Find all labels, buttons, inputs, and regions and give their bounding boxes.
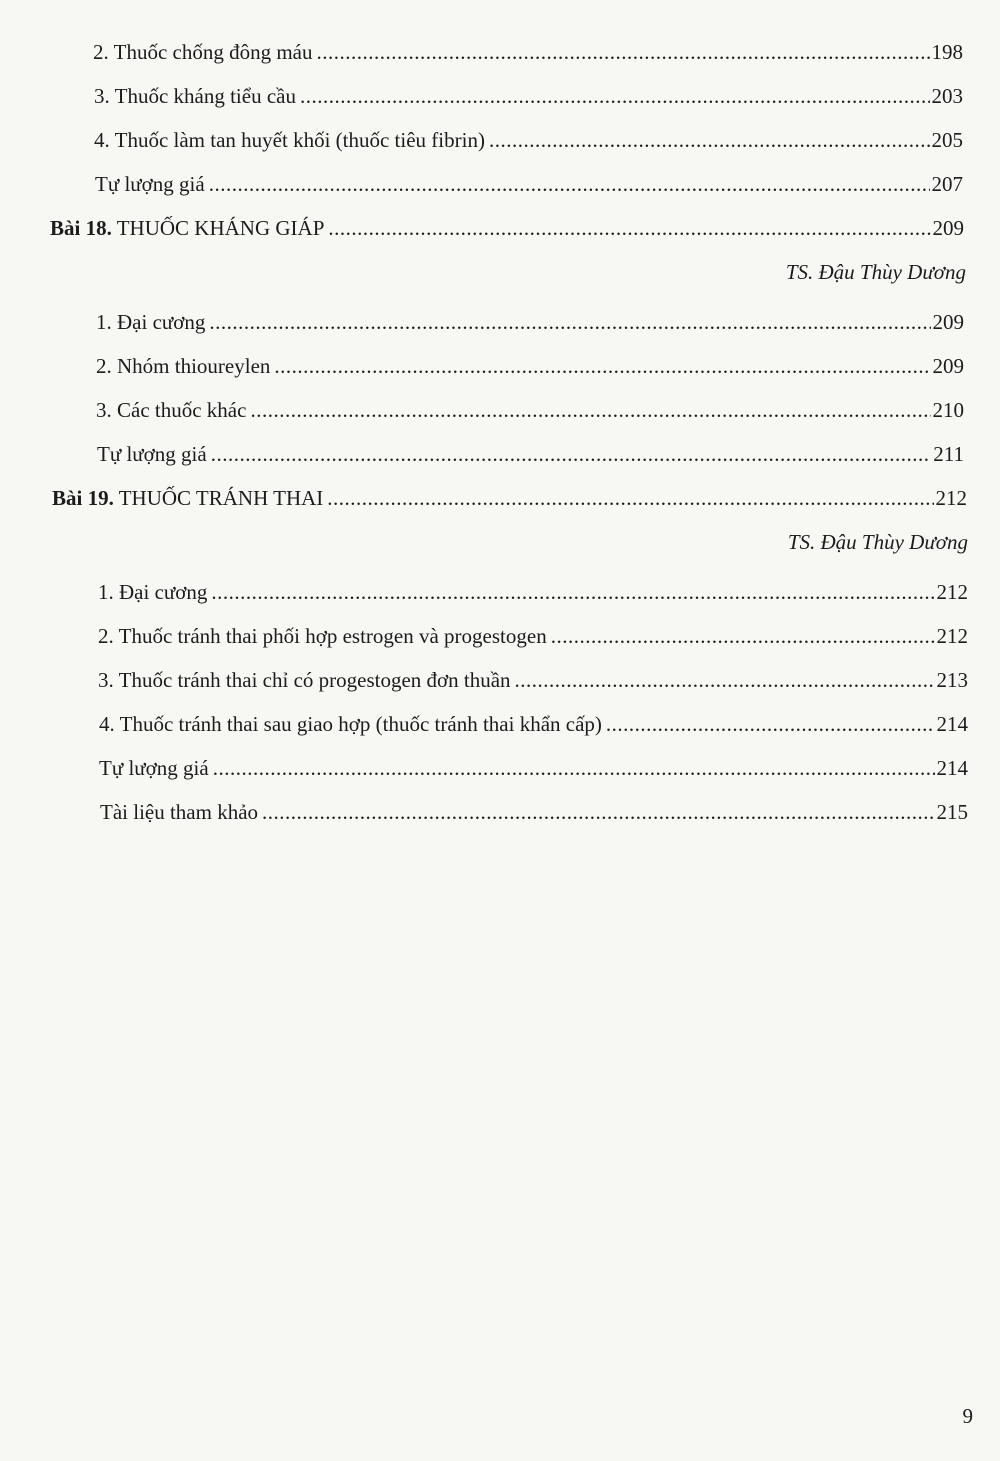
dot-leader: [327, 484, 933, 512]
lesson-page: 209: [932, 216, 964, 240]
dot-leader: [551, 622, 935, 650]
toc-entry: [94, 126, 963, 154]
toc-entry-label: 4. Thuốc tránh thai sau giao hợp (thuốc tránh thai khẩn cấp): [99, 712, 602, 736]
toc-entry-page: 215: [936, 800, 968, 824]
dot-leader: [328, 214, 930, 242]
toc-entry-page: 203: [931, 84, 963, 108]
dot-leader: [489, 126, 930, 154]
dot-leader: [209, 308, 930, 336]
toc-entry-page: 214: [936, 712, 968, 736]
toc-entry-page: 207: [931, 172, 963, 196]
toc-entry-label: 2. Nhóm thioureylen: [96, 354, 271, 378]
toc-entry-label: 4. Thuốc làm tan huyết khối (thuốc tiêu fibrin): [94, 128, 485, 152]
lesson-page: 212: [935, 486, 967, 510]
toc-entry-label: 2. Thuốc tránh thai phối hợp estrogen và progestogen: [98, 624, 547, 648]
dot-leader: [317, 38, 930, 66]
toc-entry-label: Tự lượng giá: [95, 172, 205, 196]
toc-entry: [99, 710, 968, 738]
toc-entry: [96, 396, 964, 424]
toc-entry: [94, 82, 963, 110]
lesson-title: THUỐC KHÁNG GIÁP: [116, 216, 325, 240]
toc-entry-page: 210: [932, 398, 964, 422]
toc-entry: [100, 798, 968, 826]
toc-entry-page: 213: [936, 668, 968, 692]
dot-leader: [211, 578, 934, 606]
toc-entry-label: 3. Thuốc kháng tiểu cầu: [94, 84, 296, 108]
toc-entry-page: 205: [931, 128, 963, 152]
toc-entry-page: 209: [932, 310, 964, 334]
dot-leader: [213, 754, 935, 782]
toc-entry-label: 1. Đại cương: [98, 580, 208, 604]
toc-entry: [99, 754, 968, 782]
lesson-heading: [52, 484, 967, 512]
lesson-number: Bài 18.: [50, 216, 112, 240]
toc-entry: [93, 38, 963, 66]
dot-leader: [606, 710, 935, 738]
toc-entry-label: 2. Thuốc chống đông máu: [93, 40, 313, 64]
page-number: 9: [962, 1404, 973, 1428]
dot-leader: [262, 798, 934, 826]
dot-leader: [250, 396, 930, 424]
toc-entry-page: 212: [936, 624, 968, 648]
toc-entry: [96, 308, 964, 336]
toc-entry: [98, 666, 968, 694]
toc-entry-page: 214: [936, 756, 968, 780]
toc-entry: [98, 578, 968, 606]
dot-leader: [211, 440, 932, 468]
toc-entry-label: 1. Đại cương: [96, 310, 206, 334]
lesson-title: THUỐC TRÁNH THAI: [118, 486, 324, 510]
dot-leader: [515, 666, 935, 694]
lesson-author: TS. Đậu Thùy Dương: [787, 530, 968, 554]
toc-entry: [95, 170, 963, 198]
toc-entry-page: 209: [932, 354, 964, 378]
toc-entry-label: 3. Các thuốc khác: [96, 398, 247, 422]
dot-leader: [274, 352, 930, 380]
lesson-number: Bài 19.: [52, 486, 114, 510]
lesson-author: TS. Đậu Thùy Dương: [785, 260, 966, 284]
toc-entry-page: 212: [936, 580, 968, 604]
toc-entry-label: 3. Thuốc tránh thai chỉ có progestogen đơn thuần: [98, 668, 511, 692]
toc-entry: [98, 622, 968, 650]
lesson-heading: [50, 214, 964, 242]
toc-entry: [96, 352, 964, 380]
dot-leader: [300, 82, 930, 110]
toc-entry: [97, 440, 964, 468]
dot-leader: [209, 170, 930, 198]
toc-entry-label: Tài liệu tham khảo: [100, 800, 259, 824]
toc-entry-page: 211: [933, 442, 964, 466]
toc-entry-page: 198: [931, 40, 963, 64]
toc-entry-label: Tự lượng giá: [99, 756, 209, 780]
toc-entry-label: Tự lượng giá: [97, 442, 207, 466]
